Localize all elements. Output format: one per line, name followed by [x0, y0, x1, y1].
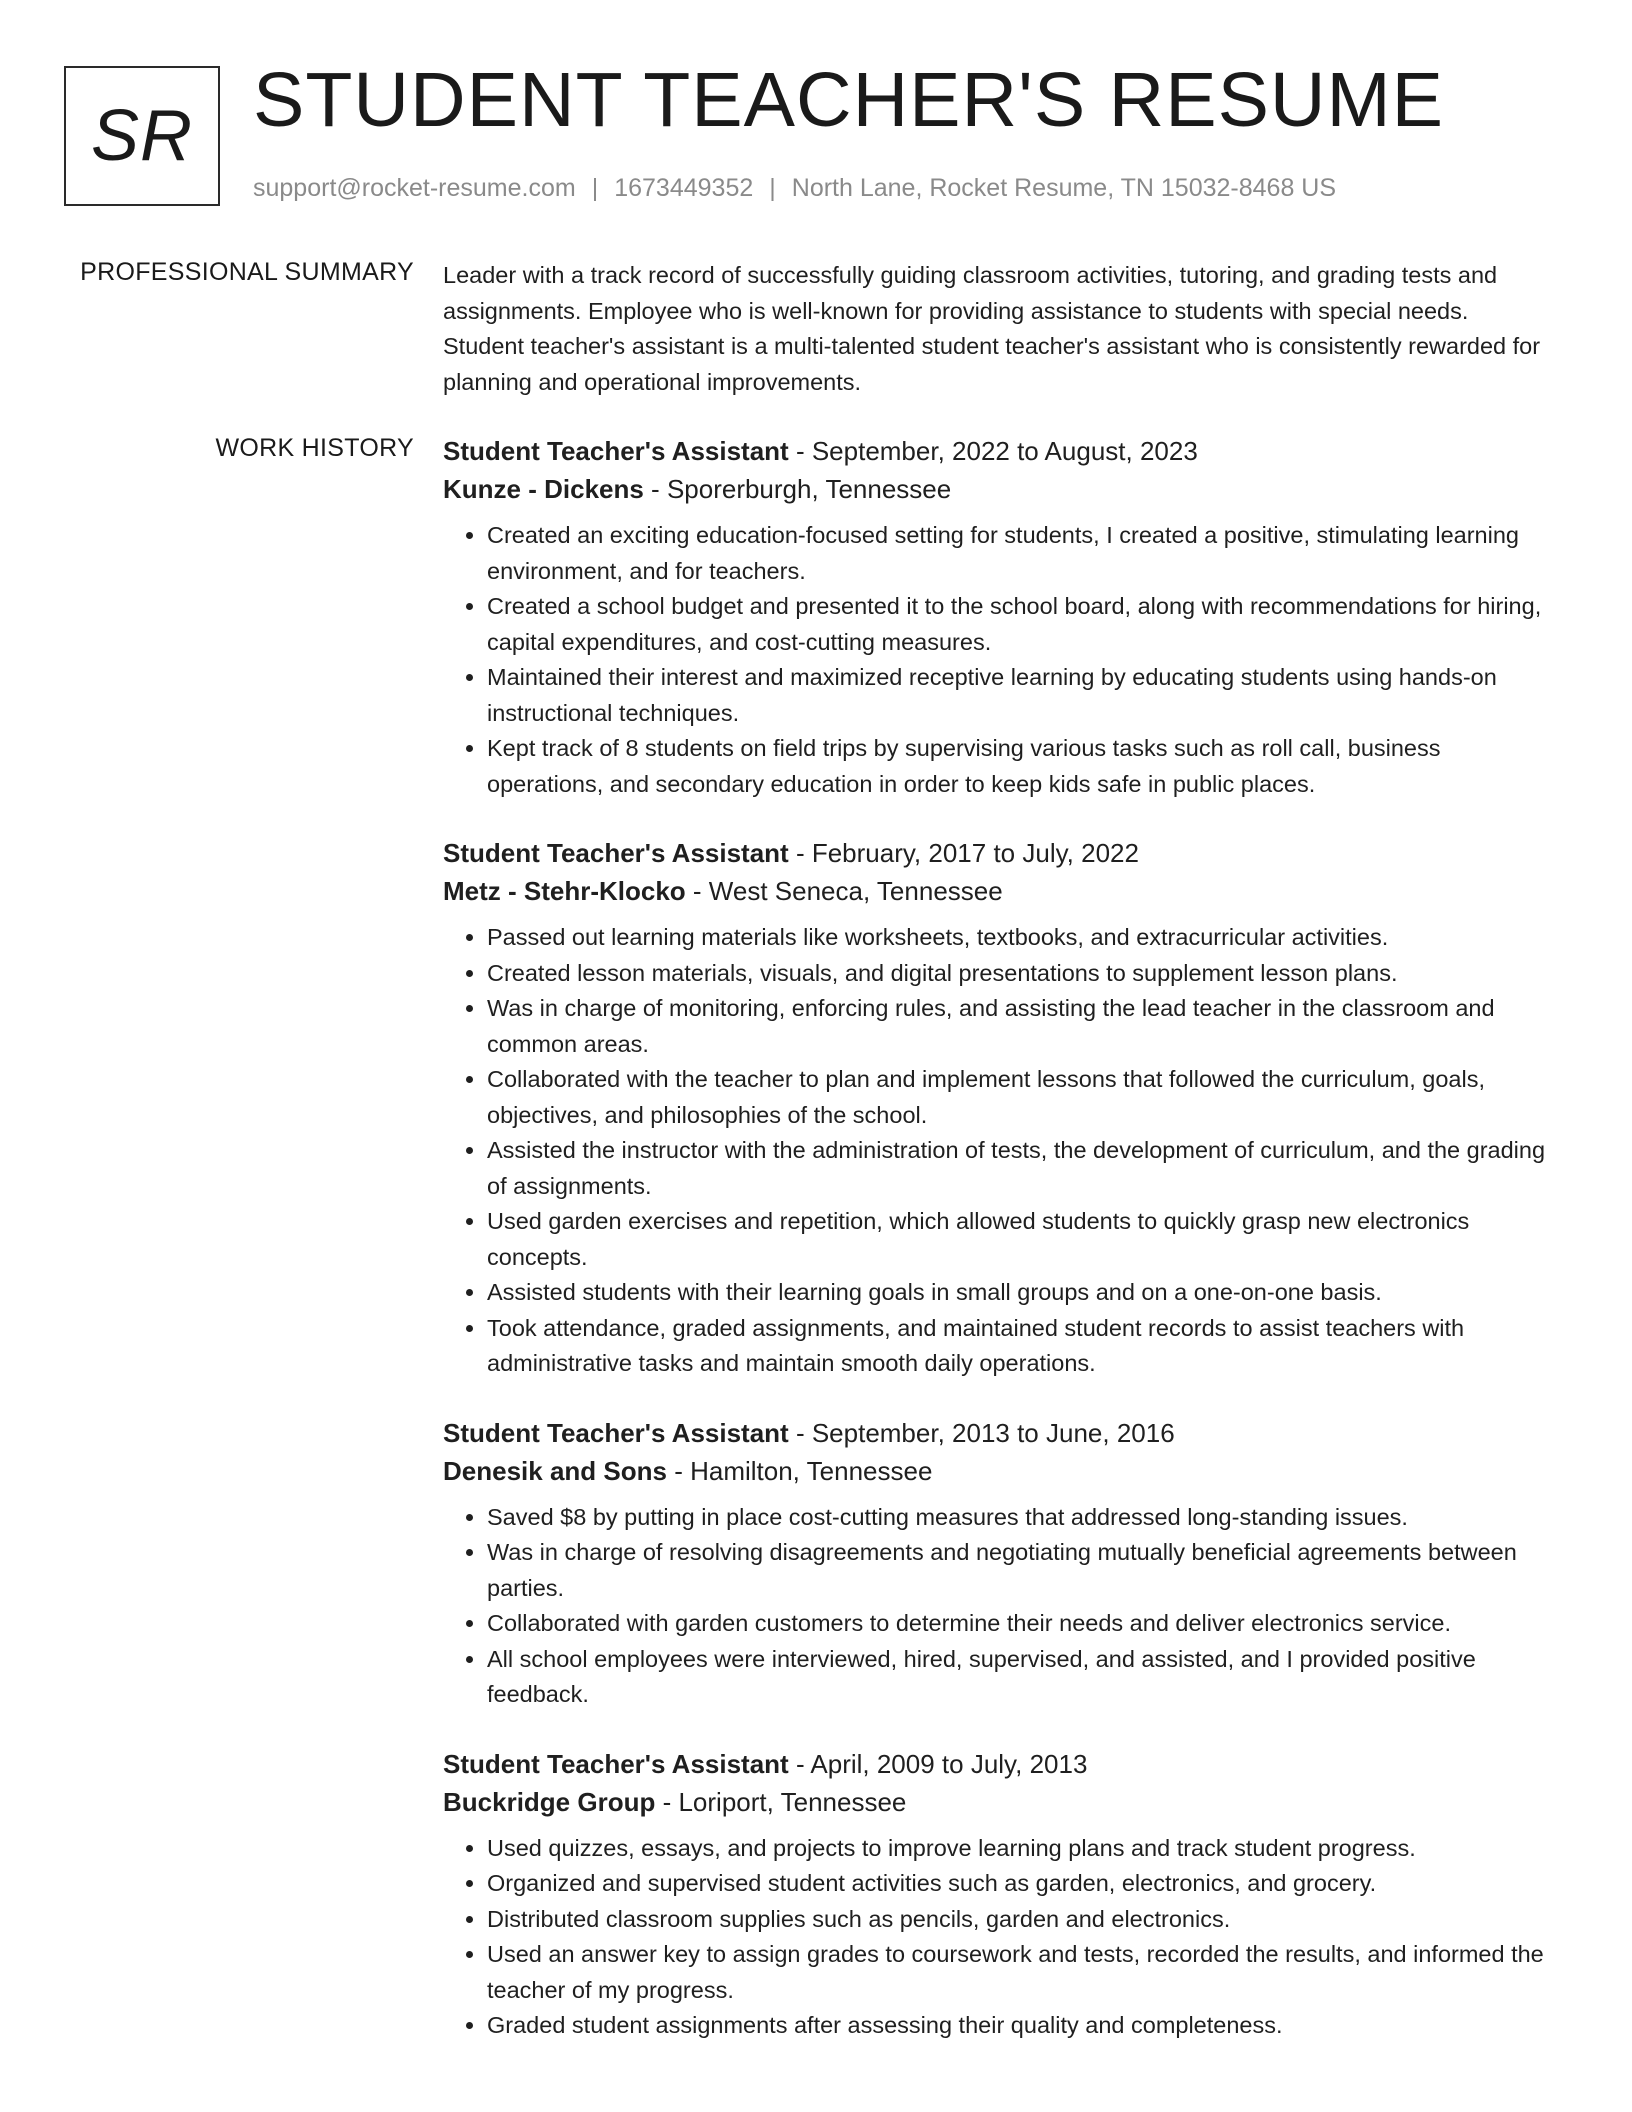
job-bullet: • Collaborated with the teacher to plan and implement lessons that followed the curriculum, goals, objectives, and philosophies of the school. — [487, 1062, 1563, 1133]
job-bullets — [443, 518, 1563, 802]
job-bullet: • Graded student assignments after assessing their quality and completeness. — [487, 2008, 1563, 2044]
contact-phone[interactable]: 1673449352 — [614, 174, 754, 202]
job-company-line: Kunze - Dickens - Sporerburgh, Tennessee — [443, 474, 952, 504]
job-bullet: • All school employees were interviewed, hired, supervised, and assisted, and I provided positive feedback. — [487, 1642, 1563, 1713]
job-bullet: • Used an answer key to assign grades to coursework and tests, recorded the results, and informed the teacher of my progress. — [487, 1937, 1563, 2008]
job-title: Student Teacher's Assistant — [443, 1417, 789, 1448]
contact-email[interactable]: support@rocket-resume.com — [253, 174, 576, 202]
job-bullet: • Collaborated with garden customers to determine their needs and deliver electronics service. — [487, 1606, 1563, 1642]
job-location: West Seneca, Tennessee — [708, 876, 1003, 906]
job-bullet: • Assisted students with their learning goals in small groups and on a one-on-one basis. — [487, 1275, 1563, 1311]
job-location: Hamilton, Tennessee — [690, 1455, 933, 1486]
contact-line — [253, 174, 1336, 203]
job-bullets — [443, 1500, 1563, 1713]
contact-address: North Lane, Rocket Resume, TN 15032-8468 US — [791, 174, 1337, 202]
job-title-line: Student Teacher's Assistant - February, 2017 to July, 2022 — [443, 838, 1139, 868]
job-company-line: Metz - Stehr-Klocko - West Seneca, Tennessee — [443, 876, 1003, 906]
job-entry — [443, 834, 1563, 1382]
job-bullet: • Passed out learning materials like worksheets, textbooks, and extracurricular activities. — [487, 920, 1563, 956]
job-bullet: • Created an exciting education-focused setting for students, I created a positive, stimulating learning environment, and for teachers. — [487, 518, 1563, 589]
job-entry — [443, 1745, 1563, 2044]
job-bullet: • Kept track of 8 students on field trips by supervising various tasks such as roll call, business operations, and secondary education in order to keep kids safe in public places. — [487, 731, 1563, 802]
resume-title: STUDENT TEACHER'S RESUME — [253, 57, 1445, 143]
job-location: Sporerburgh, Tennessee — [666, 474, 952, 504]
job-title-line: Student Teacher's Assistant - September, 2022 to August, 2023 — [443, 436, 1198, 466]
work-history-list — [443, 432, 1563, 2076]
job-bullet: • Organized and supervised student activities such as garden, electronics, and grocery. — [487, 1866, 1563, 1902]
job-bullet: • Saved $8 by putting in place cost-cutting measures that addressed long-standing issues. — [487, 1500, 1563, 1536]
job-title: Student Teacher's Assistant — [443, 1748, 789, 1779]
contact-separator: | — [769, 174, 776, 202]
monogram-logo: SR — [64, 66, 220, 206]
job-title: Student Teacher's Assistant — [443, 436, 789, 466]
job-entry — [443, 1414, 1563, 1713]
job-dates: April, 2009 to July, 2013 — [810, 1748, 1088, 1779]
job-company: Kunze - Dickens — [443, 474, 644, 504]
job-bullet: • Used garden exercises and repetition, which allowed students to quickly grasp new electronics concepts. — [487, 1204, 1563, 1275]
summary-section-label: PROFESSIONAL SUMMARY — [80, 258, 414, 286]
job-bullet: • Created lesson materials, visuals, and digital presentations to supplement lesson plans. — [487, 956, 1563, 992]
job-title: Student Teacher's Assistant — [443, 838, 789, 868]
job-bullet: • Used quizzes, essays, and projects to improve learning plans and track student progress. — [487, 1831, 1563, 1867]
job-location: Loriport, Tennessee — [678, 1786, 907, 1817]
contact-separator: | — [591, 174, 599, 202]
job-bullet: • Took attendance, graded assignments, and maintained student records to assist teachers with administrative tasks and maintain smooth daily operations. — [487, 1311, 1563, 1382]
summary-text: Leader with a track record of successfully guiding classroom activities, tutoring, and grading tests and assignments. Employee who is well-known for providing assistance to students with special needs. Student teacher's assistant is a multi-talented student teacher's assistant who is consistently rewarded for planning and operational improvements. — [443, 262, 1541, 395]
job-bullets — [443, 1831, 1563, 2044]
job-company: Denesik and Sons — [443, 1455, 667, 1486]
job-bullet: • Distributed classroom supplies such as pencils, garden and electronics. — [487, 1902, 1563, 1938]
job-bullet: • Was in charge of monitoring, enforcing rules, and assisting the lead teacher in the classroom and common areas. — [487, 991, 1563, 1062]
job-title-line: Student Teacher's Assistant - September, 2013 to June, 2016 — [443, 1417, 1175, 1448]
job-dates: February, 2017 to July, 2022 — [811, 838, 1139, 868]
job-company-line: Denesik and Sons - Hamilton, Tennessee — [443, 1455, 933, 1486]
job-title-line: Student Teacher's Assistant - April, 2009 to July, 2013 — [443, 1748, 1088, 1779]
job-dates: September, 2013 to June, 2016 — [811, 1417, 1175, 1448]
job-bullets — [443, 920, 1563, 1382]
job-bullet: • Assisted the instructor with the administration of tests, the development of curriculum, and the grading of assignments. — [487, 1133, 1563, 1204]
job-dates: September, 2022 to August, 2023 — [811, 436, 1198, 466]
job-company-line: Buckridge Group - Loriport, Tennessee — [443, 1786, 907, 1817]
job-bullet: • Was in charge of resolving disagreements and negotiating mutually beneficial agreements between parties. — [487, 1535, 1563, 1606]
work-history-section-label: WORK HISTORY — [215, 434, 414, 462]
job-bullet: • Created a school budget and presented it to the school board, along with recommendations for hiring, capital expenditures, and cost-cutting measures. — [487, 589, 1563, 660]
job-company: Buckridge Group — [443, 1786, 656, 1817]
job-entry — [443, 432, 1563, 802]
job-bullet: • Maintained their interest and maximized receptive learning by educating students using hands-on instructional techniques. — [487, 660, 1563, 731]
job-company: Metz - Stehr-Klocko — [443, 876, 686, 906]
